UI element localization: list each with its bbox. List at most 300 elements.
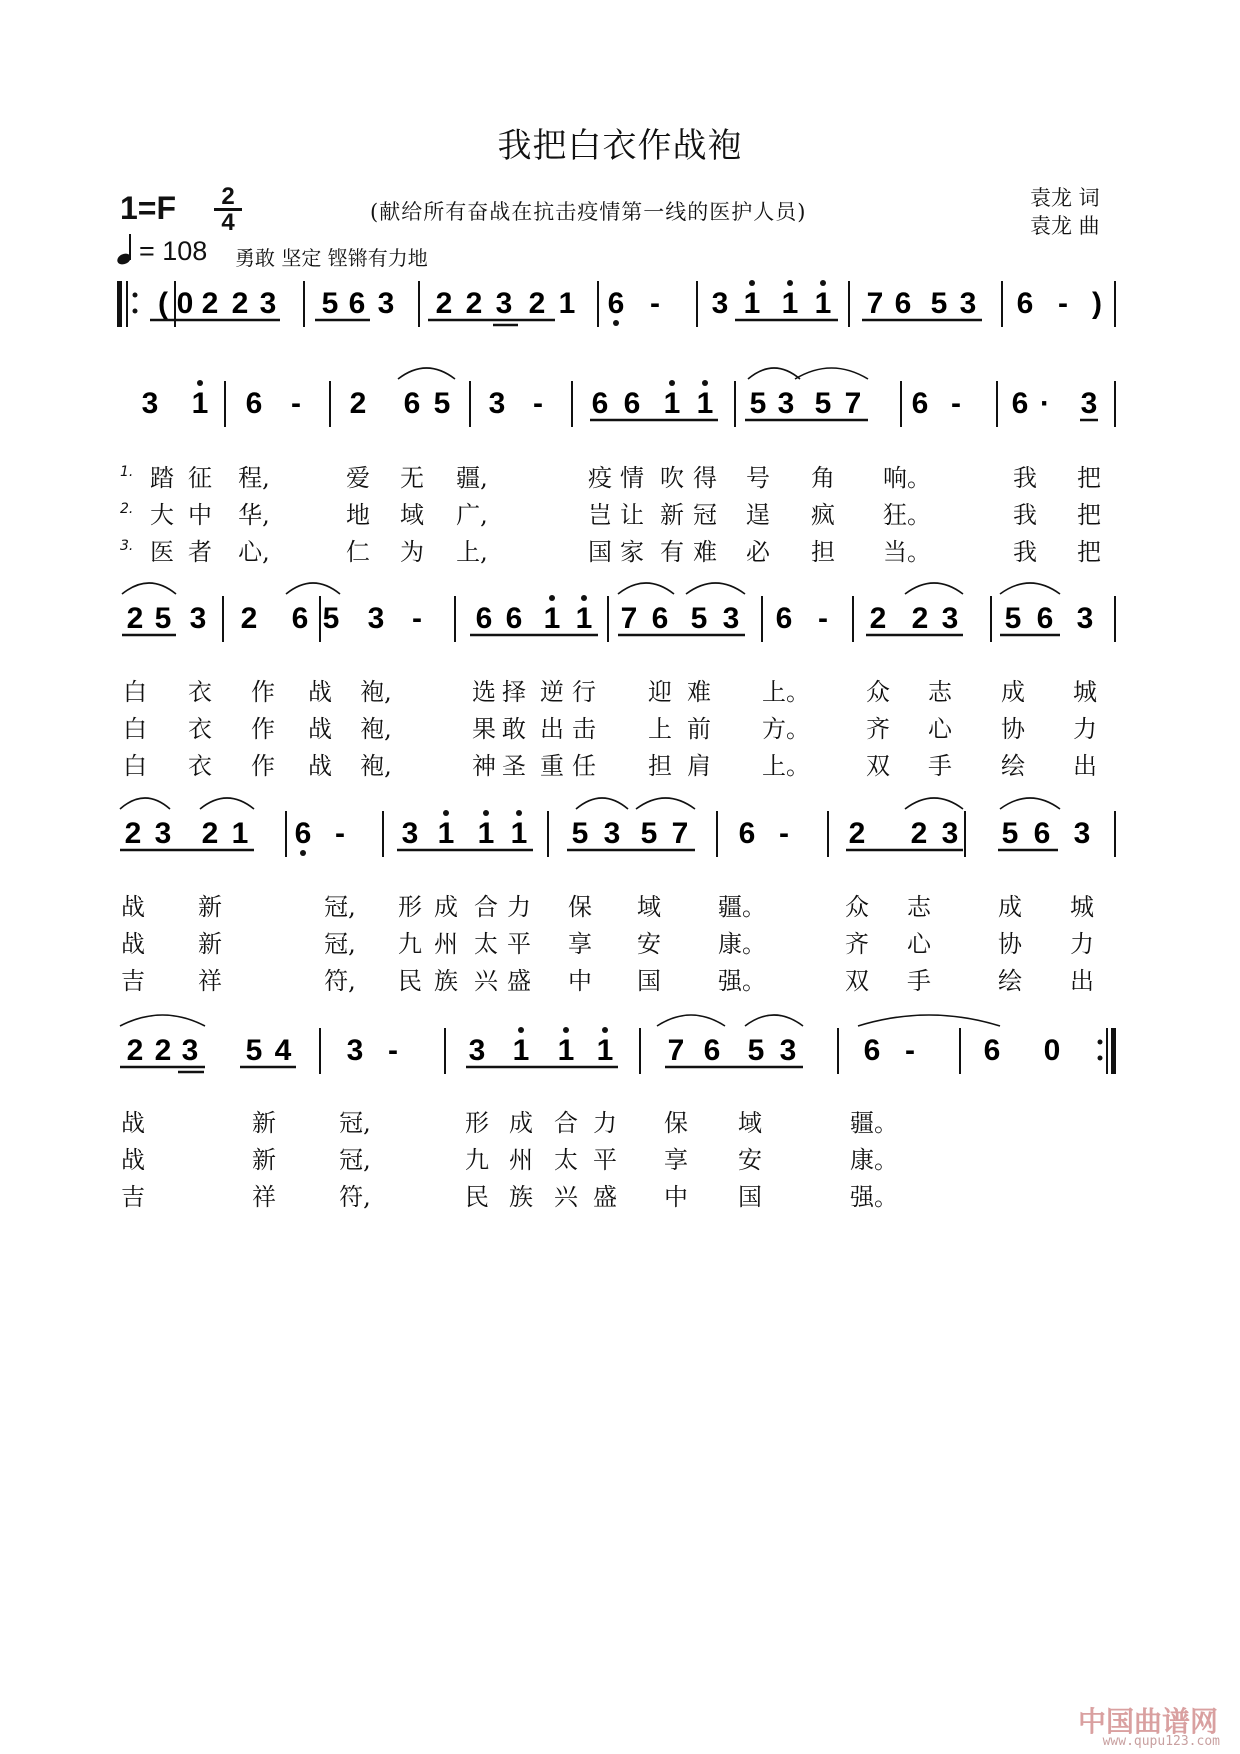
lyric-syllable: 必 [746, 538, 770, 566]
high-octave-dot [197, 380, 203, 386]
lyric-syllable: 九 [465, 1146, 489, 1174]
note: 2 [465, 287, 483, 320]
lyric-syllable: 战 [121, 1109, 145, 1137]
lyric-syllable: 中 [664, 1183, 688, 1211]
lyric-syllable: 心 [928, 715, 952, 743]
lyric-syllable: 担 [811, 538, 835, 566]
note: 3 [495, 287, 513, 320]
lyric-syllable: 心 [907, 930, 931, 958]
lyric-syllable: 上。 [762, 678, 810, 706]
lyric-syllable: 冠, [339, 1146, 371, 1174]
lyric-syllable: 把 [1077, 501, 1101, 529]
verse-number: 3. [120, 538, 134, 554]
note: 1 [543, 602, 561, 635]
note: - [533, 387, 543, 420]
note: 3 [959, 287, 977, 320]
note: 1 [663, 387, 681, 420]
lyric-syllable: 协 [1001, 715, 1025, 743]
high-octave-dot [443, 810, 449, 816]
lyric-syllable: 国 [738, 1183, 762, 1211]
slur [122, 583, 176, 594]
repeat-dot [1098, 1056, 1103, 1061]
lyric-syllable: 中 [188, 501, 212, 529]
lyric-syllable: 平 [507, 930, 531, 958]
note: 6 [703, 1034, 721, 1067]
high-octave-dot [516, 810, 522, 816]
lyric-syllable: 吉 [121, 967, 145, 995]
time-signature-bottom: 4 [221, 209, 235, 236]
lyric-syllable: 爱 [346, 464, 370, 492]
note: 2 [124, 817, 142, 850]
note: 6 [1016, 287, 1034, 320]
lyric-syllable: 当。 [883, 538, 931, 566]
lyric-syllable: 九 [398, 930, 422, 958]
key-signature: 1=F [120, 190, 177, 226]
high-octave-dot [602, 1027, 608, 1033]
note: 1 [512, 1034, 530, 1067]
note: 3 [941, 602, 959, 635]
lyric-syllable: 吉 [121, 1183, 145, 1211]
note: 5 [433, 387, 451, 420]
watermark-url: www.qupu123.com [1102, 1734, 1220, 1749]
lyric-syllable: 力 [1073, 715, 1097, 743]
lyric-syllable: 果 [472, 715, 496, 743]
repeat-dot [133, 293, 138, 298]
lyric-syllable: 有 [660, 538, 684, 566]
low-octave-dot [613, 320, 619, 326]
high-octave-dot [518, 1027, 524, 1033]
note: 3 [346, 1034, 364, 1067]
repeat-dot [133, 309, 138, 314]
expression-marking: 勇敢 坚定 铿锵有力地 [235, 246, 428, 270]
lyric-syllable: 袍, [360, 752, 392, 780]
repeat-end-barline [1111, 1028, 1116, 1074]
lyric-syllable: 让 [620, 501, 644, 529]
note: 3 [779, 1034, 797, 1067]
lyric-syllable: 敢 [502, 715, 526, 743]
lyric-syllable: 康。 [850, 1146, 898, 1174]
slur [1000, 583, 1060, 594]
lyric-syllable: 担 [648, 752, 672, 780]
high-octave-dot [702, 380, 708, 386]
composer: 袁龙 曲 [1030, 214, 1100, 238]
lyric-syllable: 合 [474, 893, 498, 921]
lyric-syllable: 民 [398, 967, 422, 995]
note: 6 [911, 387, 929, 420]
tempo-value: = 108 [139, 236, 208, 266]
lyric-syllable: 袍, [360, 715, 392, 743]
lyric-syllable: 域 [400, 501, 424, 529]
lyric-syllable: 绘 [998, 967, 1022, 995]
note: 6 [505, 602, 523, 635]
note: 1 [231, 817, 249, 850]
lyric-syllable: 重 [540, 752, 564, 780]
note: 6 [1036, 602, 1054, 635]
lyric-syllable: 地 [346, 501, 370, 529]
note: 6 [651, 602, 669, 635]
watermark-logo: 中国曲谱网 [1077, 1705, 1218, 1738]
lyric-syllable: 强。 [718, 967, 766, 995]
note: - [650, 287, 660, 320]
lyric-syllable: 击 [572, 715, 596, 743]
note: 5 [571, 817, 589, 850]
note: 7 [667, 1034, 685, 1067]
note: - [818, 602, 828, 635]
lyric-syllable: 众 [866, 678, 890, 706]
lyric-syllable: 太 [554, 1146, 578, 1174]
high-octave-dot [483, 810, 489, 816]
lyric-syllable: 择 [502, 678, 526, 706]
slur [795, 368, 868, 379]
slur [1000, 798, 1060, 809]
slur [905, 583, 963, 594]
lyric-syllable: 保 [664, 1109, 688, 1137]
lyric-syllable: 征 [188, 464, 212, 492]
note: 3 [1080, 387, 1098, 420]
note: 6 [1011, 387, 1029, 420]
lyric-syllable: 逞 [746, 501, 770, 529]
lyric-syllable: 情 [620, 464, 644, 492]
note: 7 [671, 817, 689, 850]
lyric-syllable: 成 [509, 1109, 533, 1137]
note: 2 [349, 387, 367, 420]
slur [636, 798, 695, 809]
note: 0 [176, 287, 194, 320]
note: 7 [620, 602, 638, 635]
lyric-syllable: 中 [568, 967, 592, 995]
note: 2 [154, 1034, 172, 1067]
note: 5 [1001, 817, 1019, 850]
note: 6 [591, 387, 609, 420]
lyric-syllable: 族 [434, 967, 458, 995]
lyric-syllable: 域 [738, 1109, 762, 1137]
lyric-syllable: 吹 [660, 464, 684, 492]
note: 1 [743, 287, 761, 320]
lyric-syllable: 新 [252, 1109, 276, 1137]
note: 2 [528, 287, 546, 320]
note: 3 [154, 817, 172, 850]
lyric-syllable: 疫 [588, 464, 612, 492]
lyric-syllable: 肩 [687, 752, 711, 780]
slur [398, 368, 455, 379]
note: 5 [321, 287, 339, 320]
note: 5 [322, 602, 340, 635]
note: 3 [1073, 817, 1091, 850]
lyric-syllable: 新 [660, 501, 684, 529]
high-octave-dot [820, 280, 826, 286]
note: 1 [437, 817, 455, 850]
lyric-syllable: 作 [251, 715, 275, 743]
lyric-syllable: 响。 [883, 464, 931, 492]
lyric-syllable: 冠, [324, 893, 356, 921]
slur [618, 583, 674, 594]
note: - [291, 387, 301, 420]
system-1 [117, 280, 1115, 327]
lyric-syllable: 新 [198, 930, 222, 958]
lyric-syllable: 兴 [554, 1183, 578, 1211]
slur [286, 583, 340, 594]
note: 3 [189, 602, 207, 635]
lyric-syllable: 太 [474, 930, 498, 958]
lyric-syllable: 程, [238, 464, 270, 492]
slur [657, 1015, 725, 1026]
lyric-syllable: 疆。 [718, 893, 766, 921]
lyric-syllable: 力 [1070, 930, 1094, 958]
lyric-syllable: 冠, [324, 930, 356, 958]
lyric-syllable: 国 [588, 538, 612, 566]
note: 6 [348, 287, 366, 320]
note: 3 [367, 602, 385, 635]
lyric-syllable: 我 [1013, 501, 1037, 529]
note: 5 [245, 1034, 263, 1067]
lyric-syllable: 号 [746, 464, 770, 492]
lyric-syllable: 医 [150, 538, 174, 566]
lyric-syllable: 仁 [346, 538, 370, 566]
note: 3 [603, 817, 621, 850]
lyric-syllable: 力 [593, 1109, 617, 1137]
note: 5 [640, 817, 658, 850]
lyric-syllable: 广, [456, 501, 488, 529]
note: 5 [814, 387, 832, 420]
high-octave-dot [787, 280, 793, 286]
slur [686, 583, 745, 594]
lyric-syllable: 城 [1070, 893, 1094, 921]
lyric-syllable: 志 [928, 678, 952, 706]
lyric-syllable: 难 [687, 678, 711, 706]
lyric-syllable: 州 [509, 1146, 533, 1174]
lyric-syllable: 行 [572, 678, 596, 706]
lyric-syllable: 冠, [339, 1109, 371, 1137]
lyric-syllable: 齐 [866, 715, 890, 743]
note: 5 [1004, 602, 1022, 635]
note: 5 [749, 387, 767, 420]
note: 3 [711, 287, 729, 320]
lyric-syllable: 域 [637, 893, 661, 921]
lyric-syllable: 战 [308, 678, 332, 706]
note: 3 [941, 817, 959, 850]
lyric-syllable: 上 [648, 715, 672, 743]
repeat-start-barline [117, 281, 122, 327]
lyric-syllable: 安 [738, 1146, 762, 1174]
lyric-syllable: 盛 [507, 967, 531, 995]
note: 1 [510, 817, 528, 850]
note: 5 [154, 602, 172, 635]
lyric-syllable: 州 [434, 930, 458, 958]
slur [120, 1015, 205, 1026]
note: 6 [475, 602, 493, 635]
high-octave-dot [563, 1027, 569, 1033]
slur [858, 1015, 1000, 1026]
high-octave-dot [549, 595, 555, 601]
lyric-syllable: 战 [308, 715, 332, 743]
note: 6 [1033, 817, 1051, 850]
note: 3 [722, 602, 740, 635]
note: - [388, 1034, 398, 1067]
note: 1 [558, 287, 576, 320]
high-octave-dot [581, 595, 587, 601]
note: 3 [377, 287, 395, 320]
lyric-syllable: 我 [1013, 538, 1037, 566]
lyric-syllable: 白 [123, 752, 147, 780]
lyric-syllable: 形 [398, 893, 422, 921]
lyric-syllable: 族 [509, 1183, 533, 1211]
lyric-syllable: 安 [637, 930, 661, 958]
note: 3 [777, 387, 795, 420]
lyric-syllable: 上。 [762, 752, 810, 780]
lyric-syllable: 符, [324, 967, 356, 995]
lyric-syllable: 难 [693, 538, 717, 566]
note: 1 [781, 287, 799, 320]
lyric-syllable: 协 [998, 930, 1022, 958]
lyric-syllable: 战 [121, 930, 145, 958]
slur [576, 798, 628, 809]
lyric-syllable: 成 [1001, 678, 1025, 706]
note: ( [158, 287, 168, 320]
dedication: (献给所有奋战在抗击疫情第一线的医护人员) [370, 200, 807, 224]
lyric-syllable: 符, [339, 1183, 371, 1211]
note: 4 [274, 1034, 292, 1067]
time-signature-top: 2 [221, 183, 235, 210]
lyric-syllable: 出 [1073, 752, 1097, 780]
lyric-syllable: 战 [121, 893, 145, 921]
lyric-syllable: 者 [188, 538, 212, 566]
note: 6 [983, 1034, 1001, 1067]
lyric-syllable: 双 [845, 967, 869, 995]
note: 6 [294, 817, 312, 850]
lyric-syllable: 选 [472, 678, 496, 706]
note: 7 [844, 387, 862, 420]
lyric-syllable: 形 [465, 1109, 489, 1137]
lyric-syllable: 祥 [198, 967, 222, 995]
system-3 [122, 583, 1115, 642]
note: 3 [141, 387, 159, 420]
note: 6 [738, 817, 756, 850]
lyric-syllable: 迎 [648, 678, 672, 706]
lyric-syllable: 白 [123, 715, 147, 743]
note: 5 [930, 287, 948, 320]
lyric-syllable: 方。 [762, 715, 810, 743]
note: - [412, 602, 422, 635]
verse-number: 1. [120, 464, 134, 480]
note: 6 [245, 387, 263, 420]
slur [120, 798, 170, 809]
note: 5 [747, 1034, 765, 1067]
lyric-syllable: 齐 [845, 930, 869, 958]
lyric-syllable: 成 [434, 893, 458, 921]
note: 6 [291, 602, 309, 635]
lyric-syllable: 出 [540, 715, 564, 743]
lyric-syllable: 手 [928, 752, 952, 780]
note: 0 [1043, 1034, 1061, 1067]
note: 2 [848, 817, 866, 850]
lyric-syllable: 心, [238, 538, 270, 566]
system-2 [142, 368, 1115, 427]
note: 6 [775, 602, 793, 635]
note: 6 [623, 387, 641, 420]
lyric-syllable: 岂 [588, 501, 612, 529]
note: 1 [814, 287, 832, 320]
note: 6 [403, 387, 421, 420]
note: 2 [201, 287, 219, 320]
lyric-syllable: 踏 [150, 464, 174, 492]
note: 2 [231, 287, 249, 320]
verse-number: 2. [120, 501, 134, 517]
lyric-syllable: 享 [664, 1146, 688, 1174]
note: - [905, 1034, 915, 1067]
lyric-syllable: 出 [1070, 967, 1094, 995]
lyric-syllable: 大 [150, 501, 174, 529]
lyric-syllable: 狂。 [883, 501, 931, 529]
note: 3 [1076, 602, 1094, 635]
note: 1 [557, 1034, 575, 1067]
note: 6 [894, 287, 912, 320]
lyric-syllable: 作 [251, 678, 275, 706]
lyric-syllable: 作 [251, 752, 275, 780]
lyric-syllable: 家 [620, 538, 644, 566]
note: 1 [596, 1034, 614, 1067]
lyric-syllable: 城 [1073, 678, 1097, 706]
note: 1 [575, 602, 593, 635]
high-octave-dot [749, 280, 755, 286]
slur [200, 798, 254, 809]
lyric-syllable: 手 [907, 967, 931, 995]
note: 3 [488, 387, 506, 420]
lyric-syllable: 衣 [188, 678, 212, 706]
lyric-syllable: 保 [568, 893, 592, 921]
lyric-syllable: 民 [465, 1183, 489, 1211]
lyric-syllable: 前 [687, 715, 711, 743]
lyric-syllable: 新 [198, 893, 222, 921]
note: 7 [866, 287, 884, 320]
note: 1 [191, 387, 209, 420]
page-title: 我把白衣作战袍 [497, 126, 743, 166]
note: 1 [477, 817, 495, 850]
note: 3 [181, 1034, 199, 1067]
note: 2 [201, 817, 219, 850]
note: 2 [126, 602, 144, 635]
lyric-syllable: 强。 [850, 1183, 898, 1211]
low-octave-dot [300, 850, 306, 856]
lyric-syllable: 疆。 [850, 1109, 898, 1137]
lyric-syllable: 疯 [811, 501, 835, 529]
lyric-syllable: 新 [252, 1146, 276, 1174]
lyric-syllable: 祥 [252, 1183, 276, 1211]
note: 6 [607, 287, 625, 320]
lyric-syllable: 国 [637, 967, 661, 995]
lyric-syllable: 白 [123, 678, 147, 706]
lyric-syllable: 疆, [456, 464, 488, 492]
lyric-syllable: 兴 [474, 967, 498, 995]
lyric-syllable: 华, [238, 501, 270, 529]
slur [905, 798, 963, 809]
lyric-syllable: 袍, [360, 678, 392, 706]
lyric-syllable: 志 [907, 893, 931, 921]
note: 2 [911, 602, 929, 635]
lyric-syllable: 为 [400, 538, 424, 566]
lyric-syllable: 绘 [1001, 752, 1025, 780]
note: - [779, 817, 789, 850]
lyric-syllable: 神 [472, 752, 496, 780]
lyric-syllable: 衣 [188, 715, 212, 743]
note: 2 [435, 287, 453, 320]
note: - [951, 387, 961, 420]
lyric-syllable: 冠 [693, 501, 717, 529]
lyric-syllable: 成 [998, 893, 1022, 921]
lyric-syllable: 任 [572, 752, 596, 780]
lyric-syllable: 盛 [593, 1183, 617, 1211]
high-octave-dot [669, 380, 675, 386]
lyric-syllable: 把 [1077, 464, 1101, 492]
